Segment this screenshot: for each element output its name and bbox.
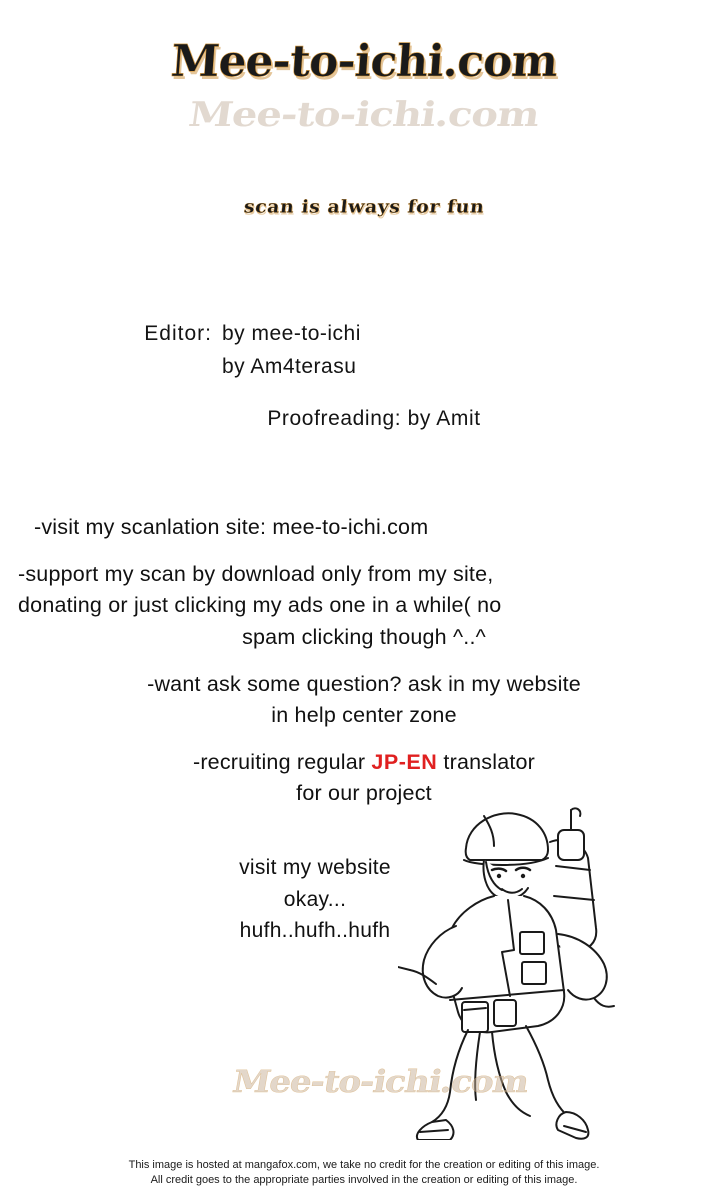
note-visit-site-text: -visit my scanlation site: mee-to-ichi.com <box>34 515 429 539</box>
note-recruiting-line-1 <box>18 747 710 778</box>
note-support-scan-line-1: -support my scan by download only from my site, <box>18 562 494 587</box>
note-questions <box>18 669 710 731</box>
notes-block <box>18 512 710 825</box>
credit-row-editor <box>0 318 728 351</box>
note-support-scan-line-3: spam clicking though ^..^ <box>242 624 486 649</box>
speech-line-3: hufh..hufh..hufh <box>239 919 391 942</box>
editor-value: by mee-to-ichi <box>222 322 361 345</box>
note-recruiting-line-2: for our project <box>296 781 432 806</box>
note-recruiting-prefix: -recruiting regular <box>192 750 372 775</box>
editor-label: Editor: <box>144 322 212 345</box>
footer-line-1: This image is hosted at mangafox.com, we take no credit for the creation or editing of this image. <box>128 1159 600 1171</box>
note-visit-site <box>18 512 710 543</box>
note-questions-line-1: -want ask some question? ask in my website <box>147 671 581 696</box>
site-tagline-text: scan is always for fun <box>242 196 486 218</box>
bottom-watermark-text: Mee-to-ichi.com <box>229 1064 531 1100</box>
footer-line-2: All credit goes to the appropriate parties involved in the creation or editing of this image. <box>150 1173 578 1186</box>
site-logo-shadow: Mee-to-ichi.com <box>186 94 542 135</box>
note-questions-line-2: in help center zone <box>271 702 457 727</box>
bottom-watermark <box>140 1062 620 1102</box>
footer-divider <box>0 1150 728 1151</box>
proofreading-line: Proofreading: by Amit <box>267 407 481 431</box>
footer-disclaimer <box>0 1158 728 1188</box>
editor-value-2: by Am4terasu <box>222 354 357 378</box>
credit-row-editor-2 <box>0 351 728 384</box>
note-support-scan-line-2: donating or just clicking my ads one in a while( no <box>18 593 502 618</box>
site-logo <box>0 36 728 138</box>
note-support-scan <box>18 559 710 653</box>
speech-line-2: okay... <box>283 887 347 911</box>
speech-line-1: visit my website <box>239 856 391 879</box>
note-recruiting-suffix: translator <box>437 750 536 775</box>
note-recruiting-accent: JP-EN <box>371 750 438 775</box>
credits-block <box>0 318 728 436</box>
site-logo-title: Mee-to-ichi.com <box>169 36 559 87</box>
site-tagline <box>0 196 728 218</box>
